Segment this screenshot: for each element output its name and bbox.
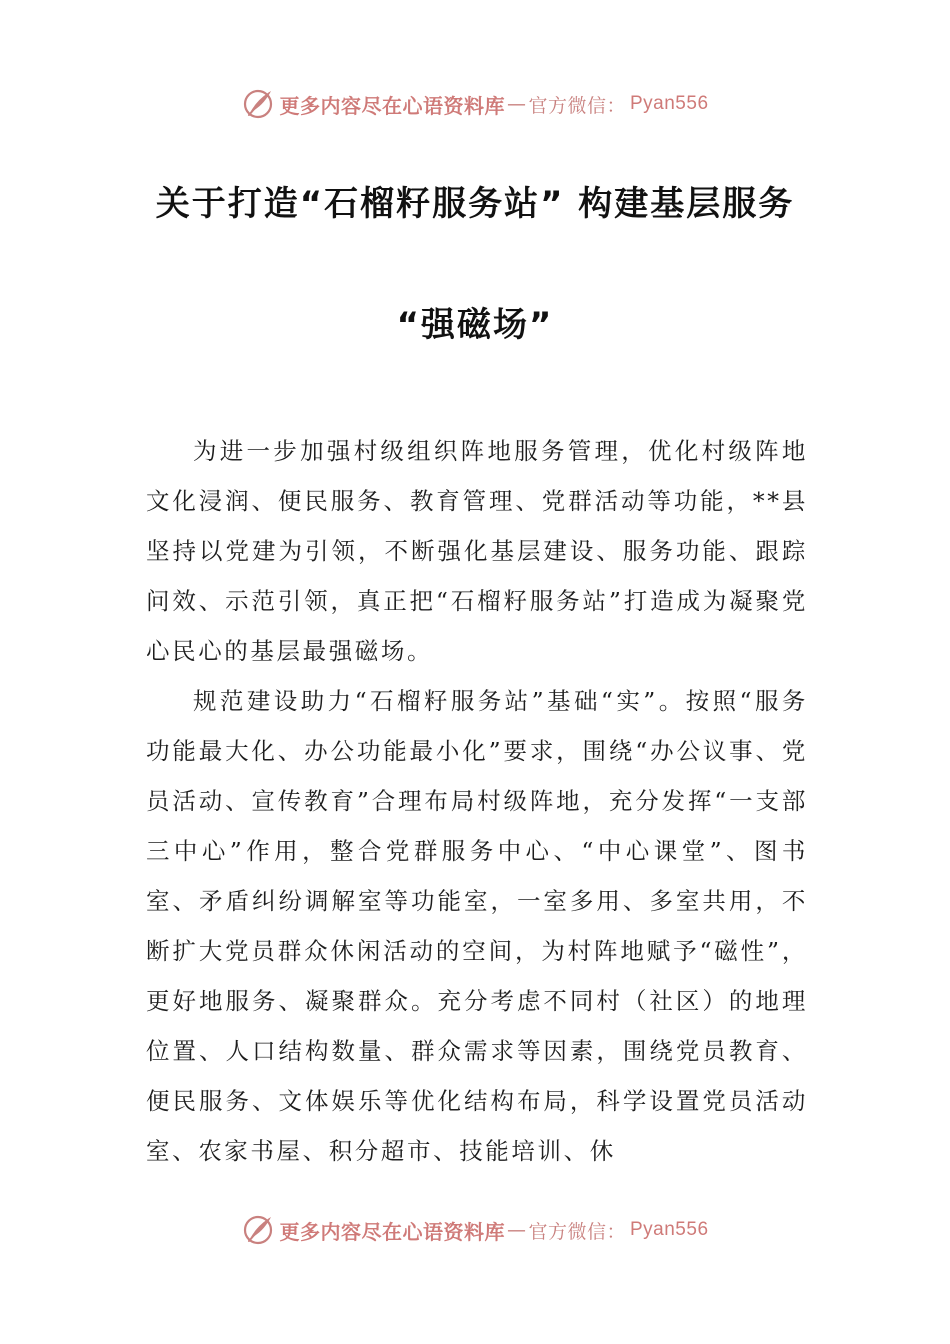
- header-watermark: [0, 84, 950, 124]
- watermark-label: 官方微信：: [528, 1220, 626, 1243]
- document-body: [146, 426, 808, 1176]
- watermark-wechat-id: Pyan556: [630, 93, 709, 114]
- watermark-separator: —: [506, 1219, 527, 1241]
- watermark-brand: 更多内容尽在心语资料库: [279, 93, 505, 118]
- paragraph-2: 规范建设助力“石榴籽服务站”基础“实”。按照“服务功能最大化、办公功能最小化”要求，围绕“办公议事、党员活动、宣传教育”合理布局村级阵地，充分发挥“一支部三中心”作用，整合党群服务中心、“中心课堂”、图书室、矛盾纠纷调解室等功能室，一室多用、多室共用，不断扩大党员群众休闲活动的空间，为村阵地赋予“磁性”，更好地服务、凝聚群众。充分考虑不同村（社区）的地理位置、人口结构数量、群众需求等因素，围绕党员教育、便民服务、文体娱乐等优化结构布局，科学设置党员活动室、农家书屋、积分超市、技能培训、休: [146, 687, 808, 1165]
- footer-watermark: [0, 1210, 950, 1250]
- watermark-wechat-id: Pyan556: [630, 1219, 709, 1240]
- watermark-separator: —: [506, 93, 527, 115]
- watermark-label: 官方微信：: [528, 94, 626, 117]
- watermark-brand: 更多内容尽在心语资料库: [279, 1219, 505, 1244]
- document-title-line-2: “强磁场”: [396, 305, 554, 345]
- quill-logo-icon: [241, 1213, 275, 1247]
- paragraph-1: 为进一步加强村级组织阵地服务管理，优化村级阵地文化浸润、便民服务、教育管理、党群活动等功能，**县坚持以党建为引领，不断强化基层建设、服务功能、跟踪问效、示范引领，真正把“石榴籽服务站”打造成为凝聚党心民心的基层最强磁场。: [146, 437, 808, 665]
- document-title-line-1: 关于打造“石榴籽服务站” 构建基层服务: [155, 184, 795, 224]
- quill-logo-icon: [241, 87, 275, 121]
